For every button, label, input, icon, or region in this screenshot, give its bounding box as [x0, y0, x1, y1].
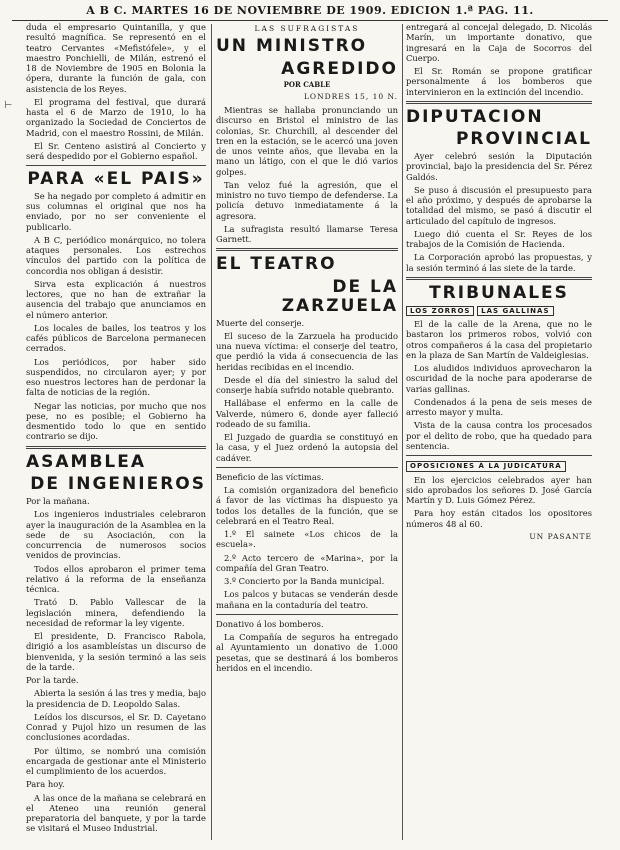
paragraph: Los palcos y butacas se venderán desde mañana en la contaduría del teatro. — [216, 589, 398, 610]
paragraph: Los ingenieros industriales celebraron ayer la inauguración de la Asamblea en la sede de su Asociación, con la concurrencia de numerosos socios venidos de provincias. — [26, 509, 206, 561]
paragraph: Los locales de bailes, los teatros y los cafés públicos de Barcelona permanecen cerrados. — [26, 322, 206, 354]
signature: UN PASANTE — [529, 531, 592, 541]
paragraph: Trató D. Pablo Vallescar de la legislación minera, defendiendo la necesidad de reformar la ley vigente. — [26, 597, 206, 628]
column-rule — [402, 24, 403, 840]
col3-continued — [406, 22, 592, 97]
paragraph: Los aludidos individuos aprovecharon la oscuridad de la noche para apoderarse de varias gallinas. — [406, 363, 592, 394]
margin-mark: ⊢ — [4, 100, 13, 111]
paragraph: Todos ellos aprobaron el primer tema relativo á la reforma de la enseñanza técnica. — [26, 563, 206, 595]
asamblea-article — [26, 496, 206, 834]
divider — [216, 248, 398, 251]
paragraph: Para hoy. — [26, 779, 65, 790]
paragraph: Luego dió cuenta el Sr. Reyes de los trabajos de la Comisión de Hacienda. — [406, 228, 592, 250]
paragraph: La comisión organizadora del beneficio á favor de las víctimas ha dispuesto ya todos los detalles de la función, que se celebrará en el Teatro Real. — [216, 485, 398, 526]
paragraph: Desde el día del siniestro la salud del conserje había sufrido notable quebranto. — [216, 374, 398, 395]
paragraph: Muerte del conserje. — [216, 317, 305, 328]
paragraph — [406, 460, 592, 472]
divider — [26, 165, 206, 166]
paragraph: Hallábase el enfermo en la calle de Valverde, número 6, donde ayer falleció rodeado de su familia. — [216, 398, 398, 429]
tribunales-article — [406, 305, 592, 452]
paragraph: El Sr. Centeno asistirá al Concierto y será despedido por el Gobierno español. — [26, 140, 206, 161]
divider — [406, 101, 592, 104]
paragraph: El de la calle de la Arena, que no le bastaron los primeros robos, volvió con otros compañeros á la casa del propietario en la plaza de San Martín de Valdeiglesias. — [406, 319, 592, 360]
paragraph: Por último, se nombró una comisión encargada de gestionar ante el Ministerio el cumplimiento de los acuerdos. — [26, 745, 206, 777]
paragraph: Por la mañana. — [26, 496, 90, 507]
diputacion-headline-line1: DIPUTACION — [406, 106, 544, 127]
byline: POR CABLE — [283, 79, 331, 89]
ministro-headline-line2: AGREDIDO — [281, 58, 398, 79]
beneficio-article — [216, 472, 398, 610]
paragraph: Vista de la causa contra los procesados por el delito de robo, que ha quedado para sentencia. — [406, 420, 592, 451]
section-title: Beneficio de las víctimas. — [216, 471, 324, 482]
paragraph: La Compañía de seguros ha entregado al Ayuntamiento un donativo de 1.000 pesetas, que se destinará á los bomberos heridos en el incendio. — [216, 632, 398, 673]
col1-continued — [26, 22, 206, 161]
page-header: A B C. MARTES 16 DE NOVIEMBRE DE 1909. EDICION 1.ª PAG. 11. — [12, 4, 608, 21]
paragraph: Se puso á discusión el presupuesto para el año próximo, y después de aprobarse la totalidad del mismo, se pasó á discutir el articulado del capítulo de ingresos. — [406, 184, 592, 226]
oposiciones-article — [406, 460, 592, 541]
oposiciones-box: OPOSICIONES Á LA JUDICATURA — [406, 461, 566, 472]
column-2 — [216, 22, 398, 844]
paragraph: A B C, periódico monárquico, no tolera ataques personales. Los estrechos vínculos del partido con la política de concordia nos obligan á desistir. — [26, 234, 206, 276]
column-3 — [406, 22, 592, 844]
paragraph: El suceso de la Zarzuela ha producido una nueva víctima: el conserje del teatro, que perdió la vida á consecuencia de las heridas recibidas en el incendio. — [216, 330, 398, 372]
zarzuela-headline-line1: EL TEATRO — [216, 254, 337, 275]
paragraph: El Sr. Román se propone gratificar personalmente á los bomberos que intervinieron en la extinción del incendio. — [406, 66, 592, 97]
asamblea-headline-line2: DE INGENIEROS — [30, 474, 206, 495]
para-el-pais-headline: PARA «EL PAIS» — [27, 169, 205, 190]
paragraph: duda el empresario Quintanilla, y que resultó magnífica. Se representó en el teatro Cervantes «Mefistófele», y el maestro Ponchielli, de Milán, estrenó el 18 de Noviembre de 1905 en Bolonia la ópera, durante la función de gala, con asistencia de los Reyes. — [26, 22, 206, 94]
ministro-headline-line1: UN MINISTRO — [216, 36, 368, 57]
paragraph: A las once de la mañana se celebrará en el Ateneo una reunión general preparatoria del banquete, y por la tarde se visitará el Museo Industrial. — [26, 792, 206, 834]
divider — [26, 446, 206, 449]
donativo-article — [216, 619, 398, 673]
paragraph: Ayer celebró sesión la Diputación provincial, bajo la presidencia del Sr. Pérez Galdós. — [406, 151, 592, 182]
zarzuela-article — [216, 318, 398, 463]
dateline: LONDRES 15, 10 N. — [303, 92, 398, 102]
paragraph: El Juzgado de guardia se constituyó en la casa, y el Juez ordenó la autopsia del cadáver. — [216, 432, 398, 463]
tribunales-headline: TRIBUNALES — [429, 282, 569, 303]
paragraph: 3.º Concierto por la Banda municipal. — [224, 576, 385, 586]
paragraph: En los ejercicios celebrados ayer han sido aprobados los señores D. José García Martín y D. Luis Gómez Pérez. — [406, 474, 592, 506]
paragraph: Condenados á la pena de seis meses de arresto mayor y multa. — [406, 396, 592, 418]
section-title: Donativo á los bomberos. — [216, 618, 324, 629]
paragraph: Por la tarde. — [26, 675, 79, 686]
column-1 — [26, 22, 206, 844]
diputacion-article — [406, 151, 592, 273]
paragraph: 2.º Acto tercero de «Marina», por la compañía del Gran Teatro. — [216, 552, 398, 573]
gallinas-box: LAS GALLINAS — [477, 306, 553, 317]
zarzuela-headline-line2: DE LA ZARZUELA — [281, 277, 398, 316]
diputacion-headline-line2: PROVINCIAL — [455, 129, 592, 150]
para-el-pais-article — [26, 191, 206, 442]
paragraph: Abierta la sesión á las tres y media, bajo la presidencia de D. Leopoldo Salas. — [26, 688, 206, 709]
divider — [406, 455, 592, 456]
paragraph: La sufragista resultó llamarse Teresa Garnett. — [216, 223, 398, 245]
divider — [216, 614, 398, 615]
paragraph: El programa del festival, que durará hasta el 6 de Marzo de 1910, lo ha organizado la Sociedad de Conciertos de Madrid, con el maestro Rossini, de Milán. — [26, 96, 206, 138]
paragraph: Leídos los discursos, el Sr. D. Cayetano Conrad y Pujol hizo un resumen de las conclusiones acordadas. — [26, 711, 206, 743]
paragraph: La Corporación aprobó las propuestas, y la sesión terminó á las siete de la tarde. — [406, 252, 592, 273]
paragraph — [406, 305, 592, 317]
ministro-kicker: LAS SUFRAGISTAS — [254, 24, 360, 33]
paragraph: Mientras se hallaba pronunciando un discurso en Bristol el ministro de las colonias, Sr. Churchill, al descender del tren en la estación, se le acercó una joven de unos veinte años, que llevaba en la mano un látigo, con el que le dió varios golpes. — [216, 105, 398, 177]
paragraph: Tan veloz fué la agresión, que el ministro no tuvo tiempo de defenderse. La policía detuvo inmediatamente á la agresora. — [216, 179, 398, 221]
zorros-box: LOS ZORROS — [406, 306, 474, 317]
divider — [216, 467, 398, 468]
paragraph: Sirva esta explicación á nuestros lectores, que no han de extrañar la ausencia del trabajo que anunciamos en el número anterior. — [26, 278, 206, 320]
paragraph: Negar las noticias, por mucho que nos pese, no es posible; el Gobierno ha desmentido todo lo que en sentido contrario se dijo. — [26, 400, 206, 442]
column-rule — [211, 24, 212, 840]
ministro-article — [216, 105, 398, 244]
paragraph: entregará al concejal delegado, D. Nicolás Marín, un importante donativo, que ingresará en la Caja de Socorros del Cuerpo. — [406, 22, 592, 63]
paragraph: Se ha negado por completo á admitir en sus columnas el original que nos ha enviado, por no ser conveniente el publicarlo. — [26, 190, 206, 232]
divider — [406, 277, 592, 280]
paragraph: 1.º El sainete «Los chicos de la escuela». — [216, 529, 398, 550]
paragraph: El presidente, D. Francisco Rabola, dirigió a los asambleístas un discurso de bienvenida, y la sesión terminó a las seis de la tarde. — [26, 631, 206, 672]
paragraph: Los periódicos, por haber sido suspendidos, no circularon ayer; y por eso nuestros lectores han de perdonar la falta de noticias de la región. — [26, 356, 206, 398]
paragraph: Para hoy están citados los opositores números 48 al 60. — [406, 508, 592, 529]
asamblea-headline-line1: ASAMBLEA — [26, 451, 147, 472]
